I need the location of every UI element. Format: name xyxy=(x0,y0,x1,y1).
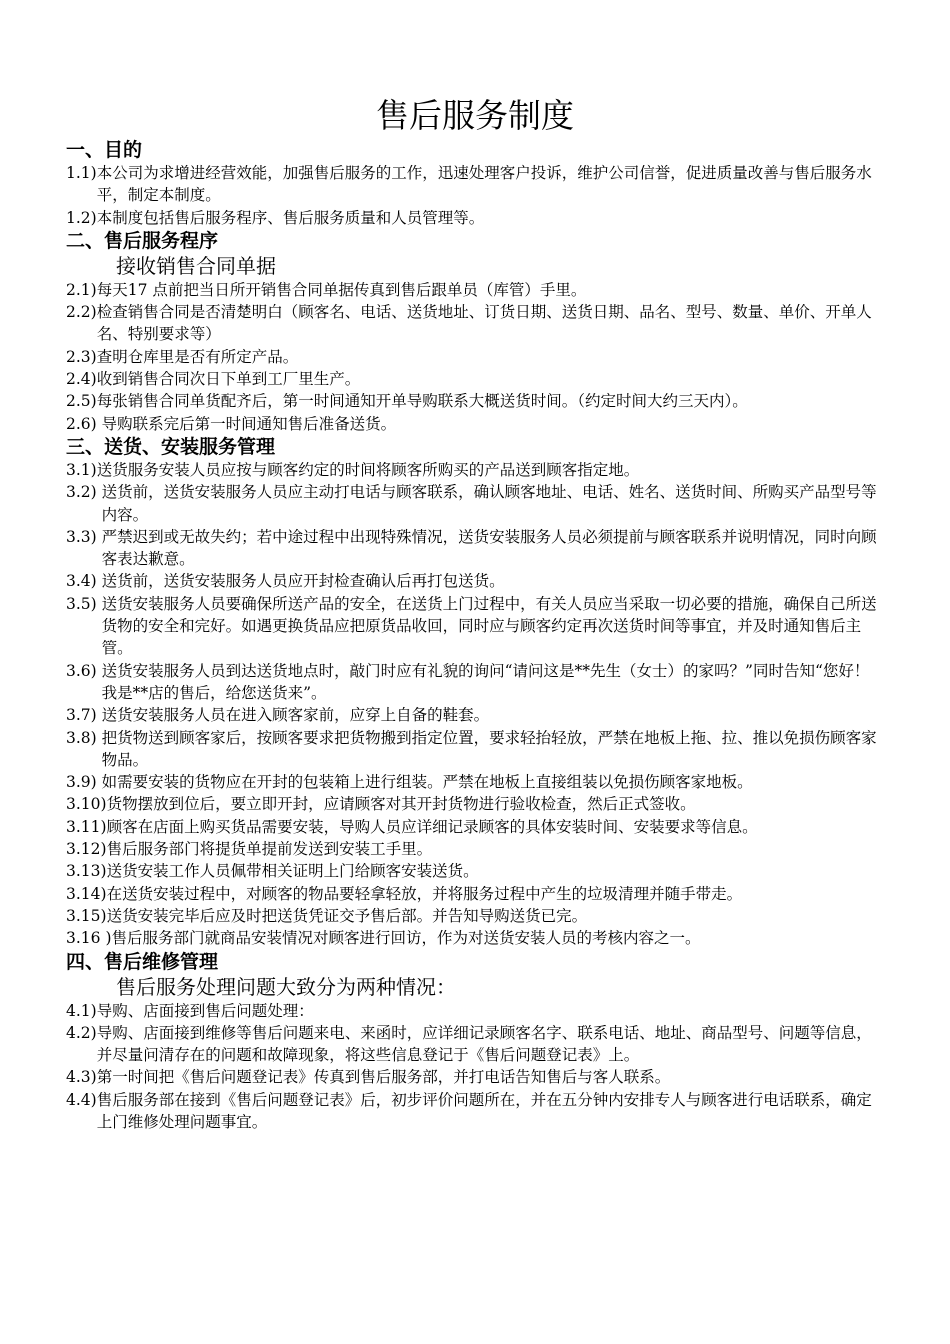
item-number: 2.5) xyxy=(66,392,97,411)
list-item xyxy=(66,390,886,412)
section-heading: 一、目的 xyxy=(66,139,143,161)
list-item xyxy=(66,1000,886,1022)
item-text: 送货安装服务人员到达送货地点时，敲门时应有礼貌的询问“请问这是**先生（女士）的家吗？”同时告知“您好！我是**店的售后，给您送货来”。 xyxy=(101,661,870,702)
item-number: 3.5) xyxy=(66,594,102,613)
item-number: 3.2) xyxy=(66,483,102,502)
item-text: 导购联系完后第一时间通知售后准备送货。 xyxy=(101,414,397,433)
item-number: 3.15) xyxy=(66,906,107,925)
list-item xyxy=(66,481,886,526)
item-text: 货物摆放到位后，要立即开封，应请顾客对其开封货物进行验收检查，然后正式签收。 xyxy=(106,795,696,814)
list-item xyxy=(66,368,886,390)
section-1-list xyxy=(66,162,886,229)
section-heading: 四、售后维修管理 xyxy=(66,950,219,973)
item-text: 导购、店面接到维修等售后问题来电、来函时，应详细记录顾客名字、联系电话、地址、商品型号、问题等信息，并尽量问清存在的问题和故障现象，将这些信息登记于《售后问题登记表》上。 xyxy=(96,1023,872,1065)
item-number: 3.11) xyxy=(66,817,107,836)
list-item xyxy=(66,346,886,368)
item-text: 第一时间把《售后问题登记表》传真到售后服务部，并打电话告知售后与客人联系。 xyxy=(96,1068,671,1087)
item-text: 送货安装完毕后应及时把送货凭证交予售后部。并告知导购送货已完。 xyxy=(106,906,588,925)
list-item xyxy=(66,1089,886,1134)
item-text: 导购、店面接到售后问题处理： xyxy=(96,1001,314,1020)
item-text: 如需要安装的货物应在开封的包装箱上进行组装。严禁在地板上直接组装以免损伤顾客家地板。 xyxy=(101,773,753,792)
item-text: 送货前，送货安装服务人员应开封检查确认后再打包送货。 xyxy=(101,572,505,591)
item-text: 售后服务部门将提货单提前发送到安装工手里。 xyxy=(106,840,433,859)
list-item xyxy=(66,704,886,726)
list-item xyxy=(66,771,886,793)
list-item xyxy=(66,838,886,860)
item-text: 送货安装工作人员佩带相关证明上门给顾客安装送货。 xyxy=(106,862,479,881)
list-item xyxy=(66,301,886,346)
subsection-heading: 接收销售合同单据 xyxy=(116,253,276,278)
item-number: 2.3) xyxy=(66,347,97,366)
item-number: 4.1) xyxy=(66,1001,97,1020)
list-item xyxy=(66,905,886,927)
list-item xyxy=(66,279,886,301)
item-number: 3.8) xyxy=(66,728,102,747)
list-item xyxy=(66,526,886,571)
item-number: 3.3) xyxy=(66,527,102,546)
list-item xyxy=(66,1066,886,1088)
list-item xyxy=(66,860,886,882)
list-item xyxy=(66,816,886,838)
item-text: 把货物送到顾客家后，按顾客要求把货物搬到指定位置，要求轻抬轻放，严禁在地板上拖、拉、推以免损伤顾客家物品。 xyxy=(101,728,877,769)
list-item xyxy=(66,660,886,705)
item-text: 送货前，送货安装服务人员应主动打电话与顾客联系，确认顾客地址、电话、姓名、送货时间、所购买产品型号等内容。 xyxy=(101,483,877,524)
item-number: 4.2) xyxy=(66,1023,97,1042)
list-item xyxy=(66,727,886,772)
item-number: 2.6) xyxy=(66,414,102,433)
item-text: 售后服务部门就商品安装情况对顾客进行回访，作为对送货安装人员的考核内容之一。 xyxy=(111,929,701,948)
section-heading: 二、售后服务程序 xyxy=(66,229,219,252)
list-item xyxy=(66,162,886,207)
item-text: 检查销售合同是否清楚明白（顾客名、电话、送货地址、订货日期、送货日期、品名、型号、数量、单价、开单人名、特别要求等） xyxy=(96,303,872,344)
list-item xyxy=(66,570,886,592)
item-number: 3.9) xyxy=(66,773,102,792)
item-number: 2.4) xyxy=(66,370,97,389)
item-text: 严禁迟到或无故失约；若中途过程中出现特殊情况，送货安装服务人员必须提前与顾客联系并说明情况，同时向顾客表达歉意。 xyxy=(101,527,877,569)
list-item xyxy=(66,593,886,660)
item-text: 送货安装服务人员要确保所送产品的安全，在送货上门过程中，有关人员应当采取一切必要的措施，确保自己所送货物的安全和完好。如遇更换货品应把原货品收回，同时应与顾客约定再次送货时间等事宜，并及时通知售后主管。 xyxy=(101,594,877,658)
section-3-list xyxy=(66,459,886,950)
item-number: 3.13) xyxy=(66,862,107,881)
item-number: 1.1) xyxy=(66,164,97,182)
item-number: 1.2) xyxy=(66,208,97,227)
item-number: 3.1) xyxy=(66,460,97,479)
item-text: 送货服务安装人员应按与顾客约定的时间将顾客所购买的产品送到顾客指定地。 xyxy=(96,460,640,479)
list-item xyxy=(66,1022,886,1067)
item-text: 送货安装服务人员在进入顾客家前，应穿上自备的鞋套。 xyxy=(101,706,490,725)
item-number: 4.4) xyxy=(66,1090,97,1109)
document-title: 售后服务制度 xyxy=(376,96,574,135)
item-text: 售后服务部在接到《售后问题登记表》后，初步评价问题所在，并在五分钟内安排专人与顾客进行电话联系，确定上门维修处理问题事宜。 xyxy=(96,1090,872,1131)
item-text: 顾客在店面上购买货品需要安装，导购人员应详细记录顾客的具体安装时间、安装要求等信息。 xyxy=(106,817,758,836)
item-number: 3.7) xyxy=(66,706,102,725)
section-4-list xyxy=(66,1000,886,1134)
list-item xyxy=(66,927,886,949)
list-item xyxy=(66,883,886,905)
item-number: 3.6) xyxy=(66,661,102,680)
list-item xyxy=(66,793,886,815)
item-text: 收到销售合同次日下单到工厂里生产。 xyxy=(96,370,361,389)
section-heading: 三、送货、安装服务管理 xyxy=(66,435,276,458)
item-number: 2.2) xyxy=(66,303,97,322)
item-number: 2.1) xyxy=(66,280,97,299)
item-number: 3.10) xyxy=(66,795,107,814)
section-2-list xyxy=(66,279,886,435)
list-item xyxy=(66,207,886,229)
item-text: 本制度包括售后服务程序、售后服务质量和人员管理等。 xyxy=(96,208,485,227)
item-text: 查明仓库里是否有所定产品。 xyxy=(96,347,299,366)
list-item xyxy=(66,459,886,481)
list-item xyxy=(66,413,886,435)
item-text: 每张销售合同单货配齐后，第一时间通知开单导购联系大概送货时间。（约定时间大约三天内）。 xyxy=(96,392,748,411)
item-number: 3.14) xyxy=(66,884,107,903)
item-text: 每天17 点前把当日所开销售合同单据传真到售后跟单员（库管）手里。 xyxy=(96,280,587,299)
item-number: 3.12) xyxy=(66,840,107,859)
document-body xyxy=(66,138,886,1133)
item-number: 3.16 ) xyxy=(66,929,112,948)
item-number: 4.3) xyxy=(66,1068,97,1087)
item-number: 3.4) xyxy=(66,572,102,591)
item-text: 本公司为求增进经营效能，加强售后服务的工作，迅速处理客户投诉，维护公司信誉，促进质量改善与售后服务水平，制定本制度。 xyxy=(96,164,872,205)
subsection-heading: 售后服务处理问题大致分为两种情况： xyxy=(116,974,456,999)
item-text: 在送货安装过程中，对顾客的物品要轻拿轻放，并将服务过程中产生的垃圾清理并随手带走。 xyxy=(106,884,743,903)
